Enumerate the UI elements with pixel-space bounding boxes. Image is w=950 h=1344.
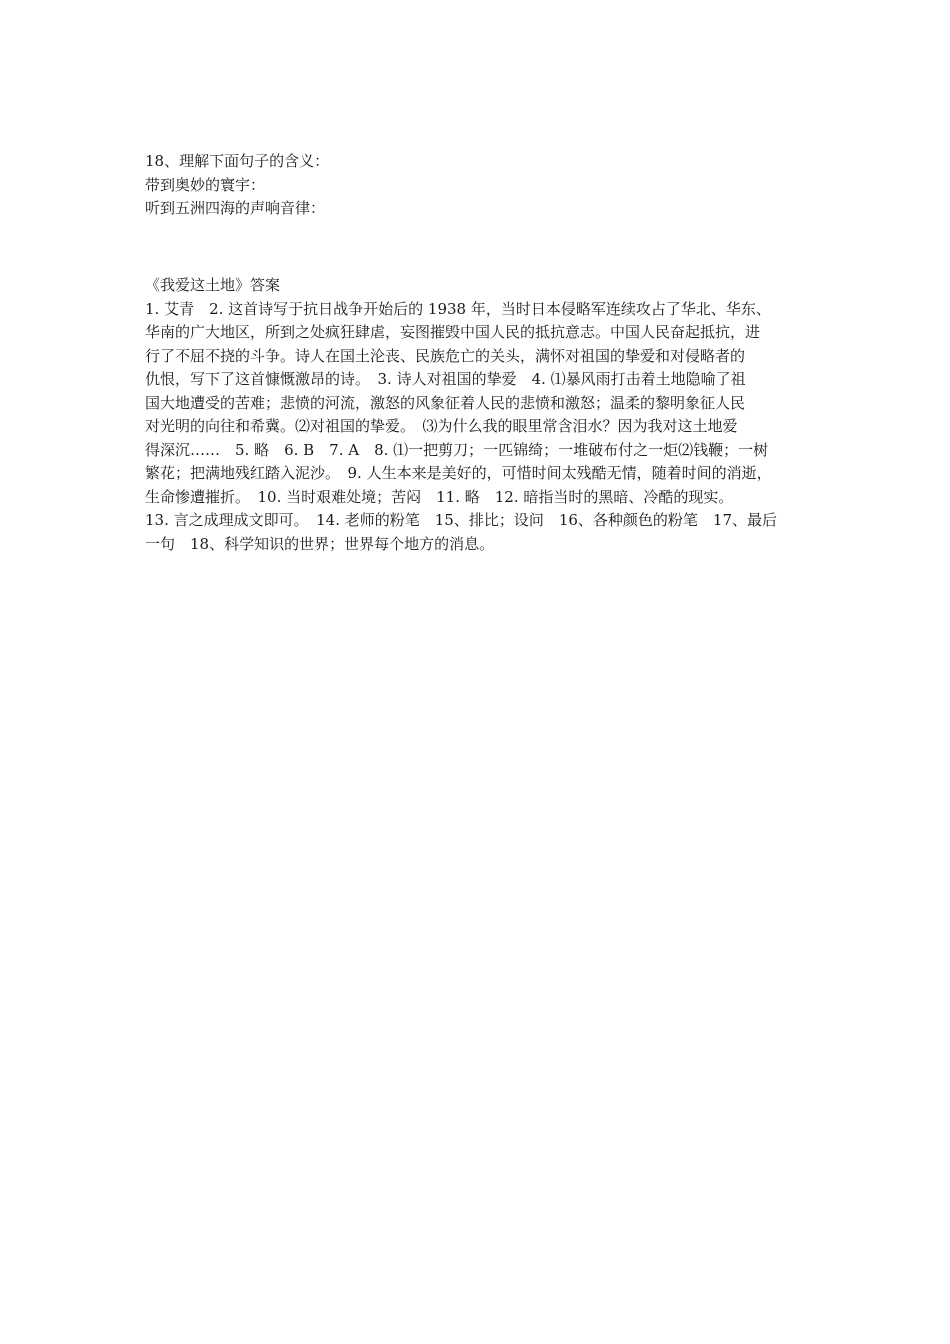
answer-line: 国大地遭受的苦难；悲愤的河流，激怒的风象征着人民的悲愤和激怒；温柔的黎明象征人民 (145, 393, 746, 412)
answer-line: 得深沉…… 5. 略 6. B 7. A 8. ⑴一把剪刀；一匹锦绮；一堆破布付之一炬⑵钱鞭；一树 (145, 440, 769, 459)
answer-line: 对光明的向往和希冀。⑵对祖国的挚爱。 ⑶为什么我的眼里常含泪水？因为我对这土地爱 (145, 417, 738, 435)
answer-line: 繁花；把满地残红踏入泥沙。 9. 人生本来是美好的，可惜时间太残酷无情，随着时间的消逝， (145, 464, 772, 482)
question-18-sentence-1: 带到奥妙的寰宇： (145, 175, 266, 194)
answer-line: 行了不屈不挠的斗争。诗人在国土沦丧、民族危亡的关头，满怀对祖国的挚爱和对侵略者的 (145, 346, 746, 365)
answer-line: 13. 言之成理成文即可。 14. 老师的粉笔 15、排比；设问 16、各种颜色的粉笔 17、最后 (145, 511, 778, 529)
answer-line: 1. 艾青 2. 这首诗写于抗日战争开始后的 1938 年，当时日本侵略军连续攻占了华北、华东、 (145, 299, 771, 318)
question-18-block (145, 150, 815, 221)
question-18-sentence-2: 听到五洲四海的声响音律： (145, 199, 326, 217)
answer-line: 仇恨，写下了这首慷慨激昂的诗。 3. 诗人对祖国的挚爱 4. ⑴暴风雨打击着土地隐喻了祖 (145, 370, 746, 388)
answer-section (145, 274, 815, 556)
question-18-title: 18、理解下面句子的含义： (145, 152, 330, 170)
answer-line: 生命惨遭摧折。 10. 当时艰难处境；苦闷 11. 略 12. 暗指当时的黑暗、冷酷的现实。 (145, 487, 734, 506)
answer-title: 《我爱这土地》答案 (145, 276, 281, 294)
answer-line: 华南的广大地区，所到之处疯狂肆虐，妄图摧毁中国人民的抵抗意志。中国人民奋起抵抗，进 (145, 323, 761, 341)
answer-line: 一句 18、科学知识的世界；世界每个地方的消息。 (145, 534, 495, 553)
